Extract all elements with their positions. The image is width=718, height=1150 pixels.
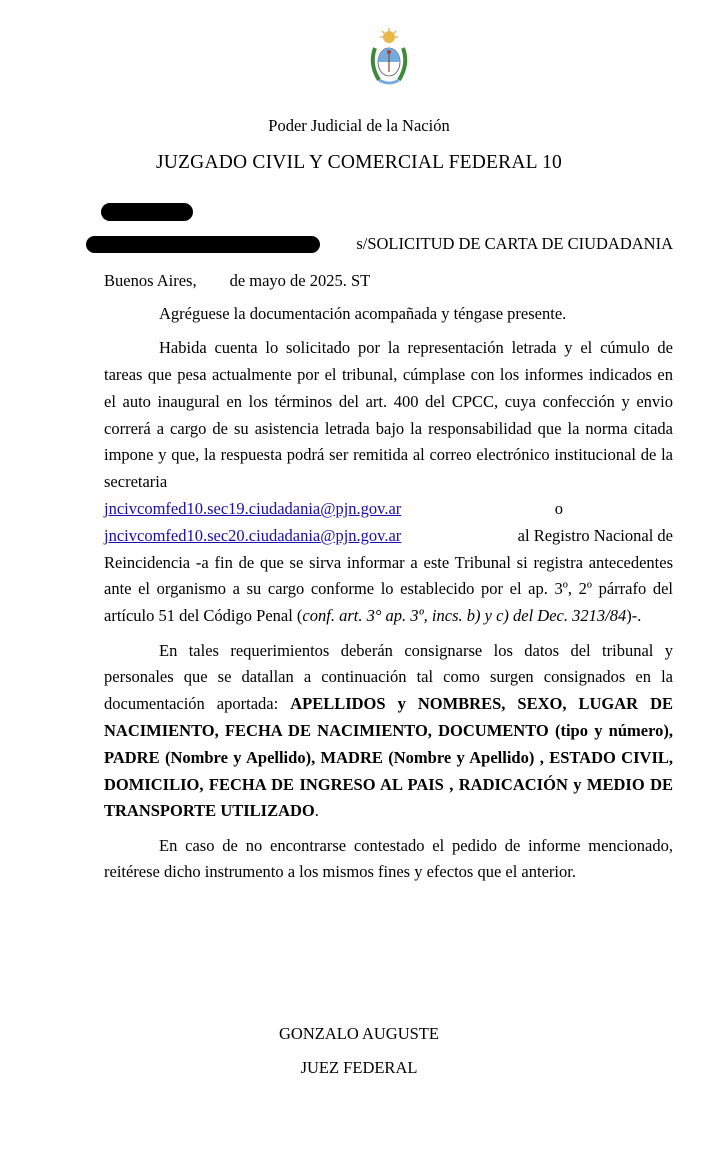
date-line: Buenos Aires, de mayo de 2025. ST <box>104 271 371 290</box>
paragraph-3 <box>104 638 673 826</box>
resolution-body <box>104 301 673 886</box>
email-link-sec20[interactable]: jncivcomfed10.sec20.ciudadania@pjn.gov.ar <box>104 525 402 545</box>
or-connector: o <box>554 499 563 519</box>
institution-name: Poder Judicial de la Nación <box>268 116 450 135</box>
court-title: JUZGADO CIVIL Y COMERCIAL FEDERAL 10 <box>155 152 563 173</box>
email-row-1 <box>104 496 673 523</box>
decree-citation: conf. art. 3° ap. 3º, incs. b) y c) del Dec. 3213/84 <box>302 606 627 626</box>
email-row-2 <box>104 523 673 550</box>
paragraph-1: Agréguese la documentación acompañada y téngase presente. <box>159 304 567 323</box>
paragraph-3-end: . <box>314 801 319 821</box>
redacted-party-name <box>86 236 320 253</box>
paragraph-2 <box>104 335 673 496</box>
required-data-list: APELLIDOS y NOMBRES, SEXO, LUGAR DE NACIMIENTO, FECHA DE NACIMIENTO, DOCUMENTO (tipo y número), PADRE (Nombre y Apellido), MADRE (Nombre y Apellido) , ESTADO CIVIL, DOMICILIO, FECHA DE INGRESO AL PAIS , RADICACIÓN y MEDIO DE TRANSPORTE UTILIZADO <box>104 694 673 821</box>
signature-title: JUEZ FEDERAL <box>300 1058 418 1077</box>
registry-text: al Registro Nacional de <box>517 525 673 545</box>
paragraph-2-text: Habida cuenta lo solicitado por la representación letrada y el cúmulo de tareas que pesa actualmente por el tribunal, cúmplase con los informes indicados en el auto inaugural en los términos del art. 400 del CPCC, cuya confección y envio correrá a cargo de su asistencia letrada bajo la responsabilidad que la norma citada impone y que, la respuesta podrá ser remitida al correo electrónico institucional de la secretaria <box>104 338 673 492</box>
signature-name: GONZALO AUGUSTE <box>279 1024 439 1043</box>
paragraph-3-text: En tales requerimientos deberán consignarse los datos del tribunal y personales que se datallan a continuación tal como surgen consignados en la documentación aportada: <box>104 640 673 714</box>
paragraph-2-end: )-. <box>626 606 642 626</box>
case-subject: s/SOLICITUD DE CARTA DE CIUDADANIA <box>356 234 673 253</box>
redacted-case-number <box>101 203 193 221</box>
paragraph-2-continuation <box>104 550 673 630</box>
paragraph-2-cont-text: Reincidencia -a fin de que se sirva informar a este Tribunal si registra antecedentes ante el organismo a su cargo conforme lo establecido por el ap. 3º, 2º párrafo del artículo 51 del Código Penal ( <box>104 552 673 626</box>
email-link-sec19[interactable]: jncivcomfed10.sec19.ciudadania@pjn.gov.ar <box>104 499 402 519</box>
argentina-coat-of-arms-icon <box>365 26 413 90</box>
paragraph-4: En caso de no encontrarse contestado el pedido de informe mencionado, reitérese dicho instrumento a los mismos fines y efectos que el anterior. <box>104 835 673 882</box>
